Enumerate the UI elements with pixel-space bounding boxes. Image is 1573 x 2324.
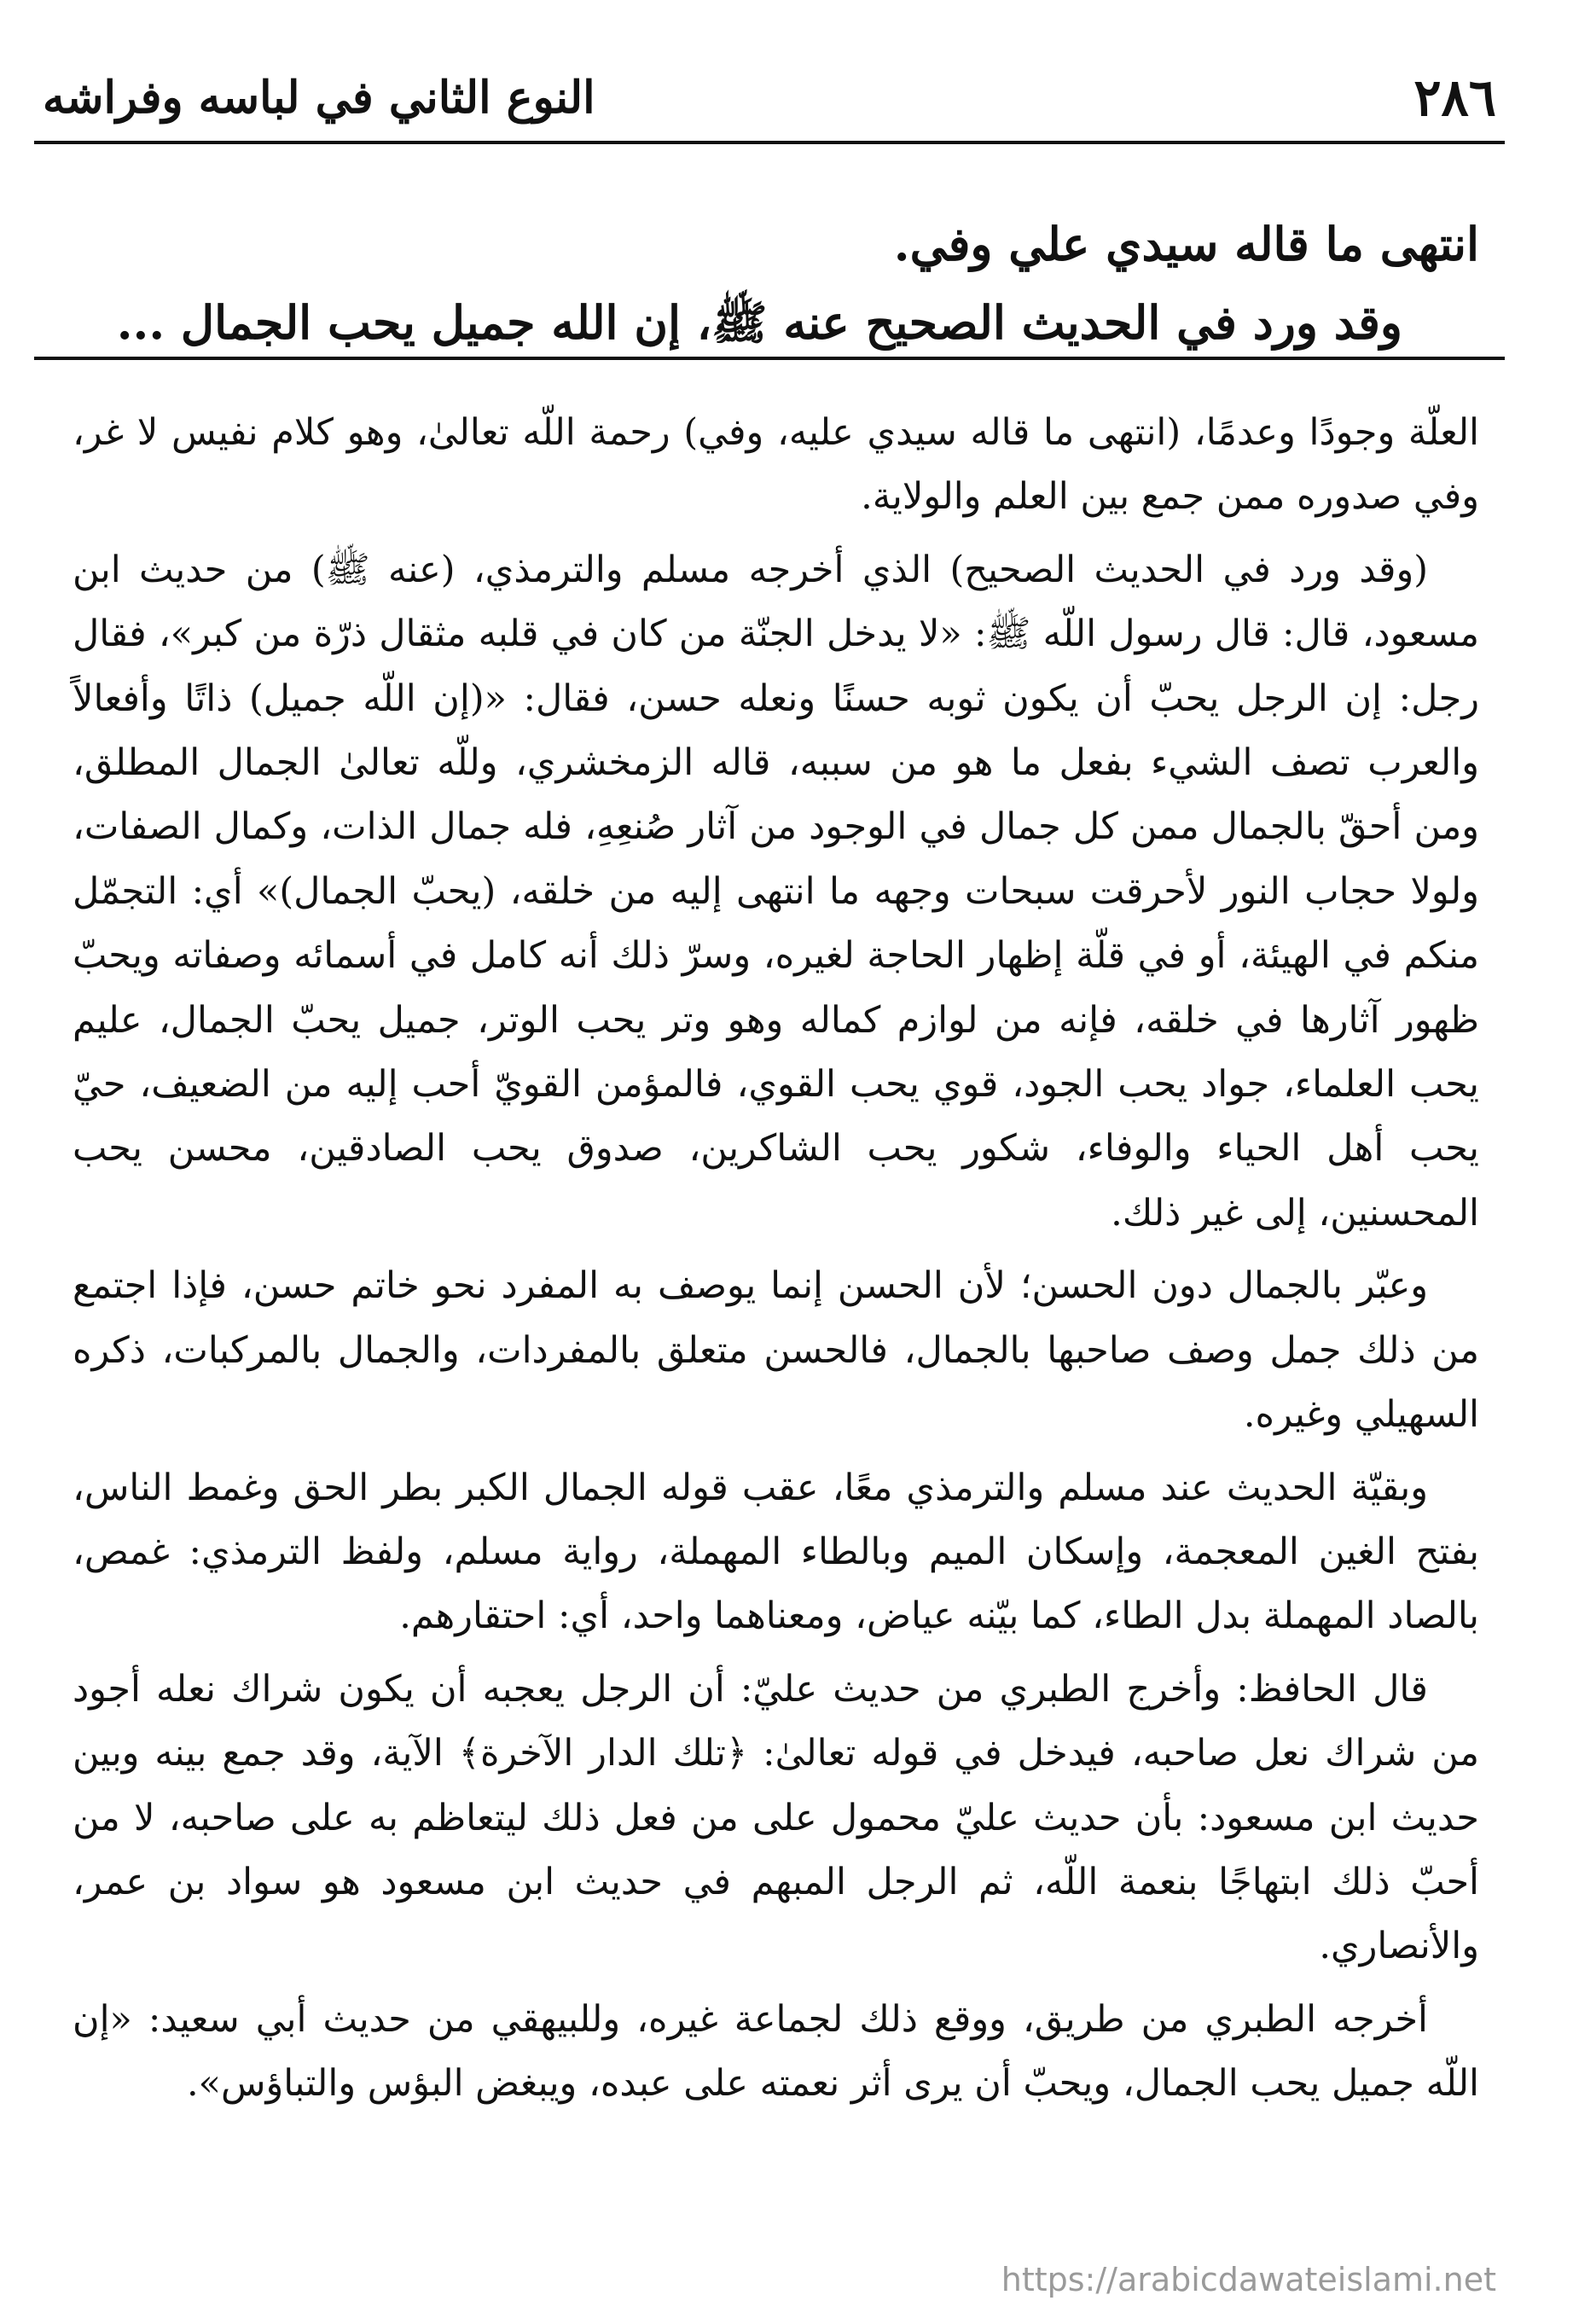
- commentary-paragraph: أخرجه الطبري من طريق، ووقع ذلك لجماعة غيره، وللبيهقي من حديث أبي سعيد: «إن اللّه جميل يحب الجمال، ويحبّ أن يرى أثر نعمته على عبده، ويبغض البؤس والتباؤس».: [73, 1997, 1479, 2106]
- matn-divider: [34, 357, 1505, 360]
- commentary-paragraph: (وقد ورد في الحديث الصحيح) الذي أخرجه مسلم والترمذي، (عنه ﷺ) من حديث ابن مسعود، قال: قال رسول اللّه ﷺ: «لا يدخل الجنّة من كان في قلبه مثقال ذرّة من كبر»، فقال رجل: إن الرجل يحبّ أن يكون ثوبه حسنًا ونعله حسن، فقال: «(إن اللّه جميل) ذاتًا وأفعالاً والعرب تصف الشيء بفعل ما هو من سببه، قاله الزمخشري، وللّه تعالىٰ الجمال المطلق، ومن أحقّ بالجمال ممن كل جمال في الوجود من آثار صُنعِهِ، فله جمال الذات، وكمال الصفات، ولولا حجاب النور لأحرقت سبحات وجهه ما انتهى إليه من خلقه، (يحبّ الجمال)» أي: التجمّل منكم في الهيئة، أو في قلّة إظهار الحاجة لغيره، وسرّ ذلك أنه كامل في أسمائه وصفاته ويحبّ ظهور آثارها في خلقه، فإنه من لوازم كماله وهو وتر يحب الوتر، جميل يحبّ الجمال، عليم يحب العلماء، جواد يحب الجود، قوي يحب القوي، فالمؤمن القويّ أحب إليه من الضعيف، حيّ يحب أهل الحياء والوفاء، شكور يحب الشاكرين، صدوق يحب الصادقين، محسن يحب المحسنين، إلى غير ذلك.: [73, 548, 1479, 1235]
- commentary-paragraph: العلّة وجودًا وعدمًا، (انتهى ما قاله سيدي عليه، وفي) رحمة اللّه تعالىٰ، وهو كلام نفيس لا غر، وفي صدوره ممن جمع بين العلم والولاية.: [73, 411, 1479, 519]
- matn-line: انتهى ما قاله سيدي علي وفي.: [893, 217, 1479, 271]
- page-number: ٢٨٦: [1413, 68, 1496, 128]
- commentary-paragraph: وعبّر بالجمال دون الحسن؛ لأن الحسن إنما يوصف به المفرد نحو خاتم حسن، فإذا اجتمع من ذلك جمل وصف صاحبها بالجمال، فالحسن متعلق بالمفردات، والجمال بالمركبات، ذكره السهيلي وغيره.: [73, 1264, 1479, 1437]
- running-title: النوع الثاني في لباسه وفراشه: [43, 72, 595, 124]
- matn-text: [102, 205, 1479, 362]
- commentary-paragraph: قال الحافظ: وأخرج الطبري من حديث عليّ: أن الرجل يعجبه أن يكون شراك نعله أجود من شراك نعل صاحبه، فيدخل في قوله تعالىٰ: ﴿تلك الدار الآخرة﴾ الآية، وقد جمع بينه وبين حديث ابن مسعود: بأن حديث عليّ محمول على من فعل ذلك ليتعاظم به على صاحبه، لا من أحبّ ذلك ابتهاجًا بنعمة اللّه، ثم الرجل المبهم في حديث ابن مسعود هو سواد بن عمر، والأنصاري.: [73, 1667, 1479, 1968]
- commentary-body: [73, 401, 1479, 2125]
- commentary-paragraph: وبقيّة الحديث عند مسلم والترمذي معًا، عقب قوله الجمال الكبر بطر الحق وغمط الناس، بفتح الغين المعجمة، وإسكان الميم وبالطاء المهملة، رواية مسلم، ولفظ الترمذي: غمص، بالصاد المهملة بدل الطاء، كما بيّنه عياض، ومعناهما واحد، أي: احتقارهم.: [73, 1466, 1479, 1638]
- page-header: [34, 60, 1505, 144]
- matn-line: وقد ورد في الحديث الصحيح عنه ﷺ، إن الله جميل يحب الجمال ...: [116, 295, 1402, 350]
- watermark-url: https://arabicdawateislami.net: [1001, 2261, 1496, 2298]
